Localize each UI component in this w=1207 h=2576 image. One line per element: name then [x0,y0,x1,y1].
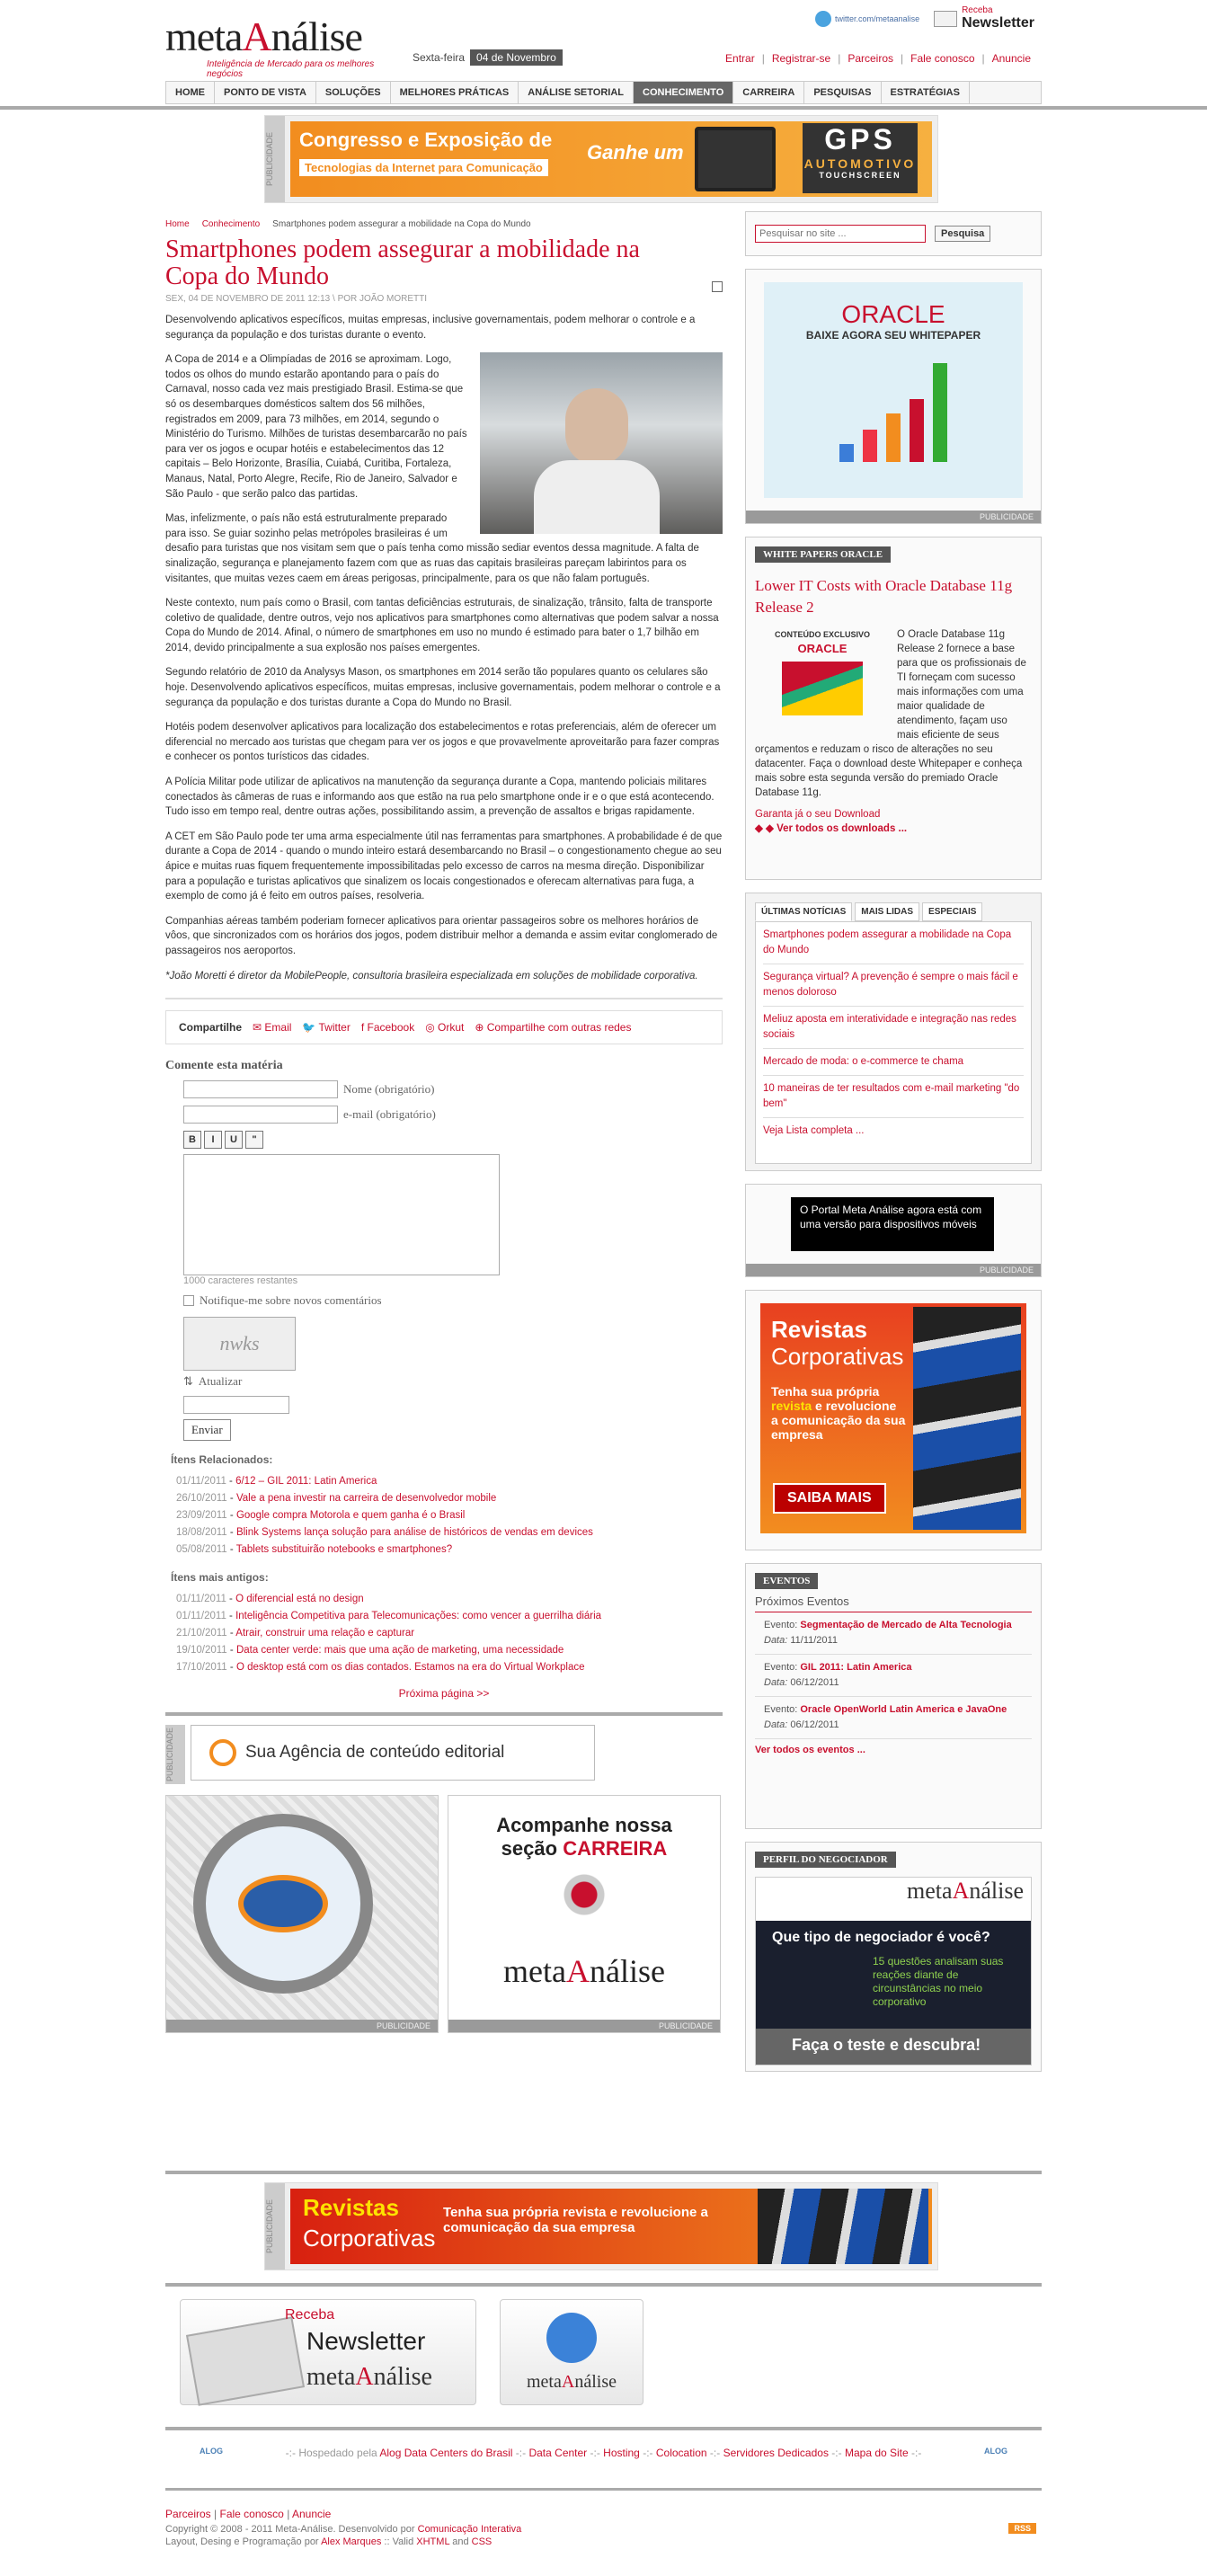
copyright: Copyright © 2008 - 2011 Meta-Análise. Desenvolvido por Comunicação Interativa [165,2524,522,2535]
list-item: 19/10/2011 - Data center verde: mais que uma ação de marketing, uma necessidade [176,1645,564,1657]
underline-button[interactable]: U [225,1131,243,1149]
gps-device-image [695,127,776,191]
twitter-bird-icon [815,11,831,27]
news-item[interactable]: Meliuz aposta em interatividade e integração nas redes sociais [763,1014,1016,1040]
breadcrumb-conhecimento[interactable]: Conhecimento [201,219,261,229]
event-link[interactable]: Segmentação de Mercado de Alta Tecnologia [800,1620,1012,1630]
advertise-link[interactable]: Anuncie [991,52,1031,65]
article-title: Smartphones podem assegurar a mobilidade na Copa do Mundo [165,235,640,290]
mobile-ad[interactable]: O Portal Meta Análise agora está com uma versão para dispositivos móveis PUBLICIDADE [745,1184,1042,1277]
bar-graphic [803,354,983,462]
italic-button[interactable]: I [204,1131,222,1149]
list-item: 26/10/2011 - Vale a pena investir na carreira de desenvolvedor mobile [176,1493,497,1505]
search-button[interactable]: Pesquisa [935,226,990,242]
bold-button[interactable]: B [183,1131,201,1149]
footer-links: Parceiros | Fale conosco | Anuncie [165,2508,332,2520]
print-icon[interactable] [712,281,723,292]
breadcrumb-home[interactable]: Home [165,219,190,229]
main-column: Home Conhecimento Smartphones podem assegurar a mobilidade na Copa do Mundo Smartphones podem assegurar a mobilidade na Copa do Mundo SEX, 04 DE NOVEMBRO DE 2011 12:13 \ POR JOÃO MORETTI Desenvolvendo aplicativos específicos, muitas empresas, inclusive governamentais, podem melhorar o controle e a segurança da população e dos turistas durante o evento. A Copa de 2014 e a Olimpíadas de 2016 se aproximam. Logo, todos os olhos do mundo estarão apontando para o país do Carnaval, nosso cada vez mais prestigiado Brasil. Estima-se que só os desembarques domésticos saltem dos 56 milhões, registrados em 2009, para 73 milhões, em 2014, segundo o Ministério do Turismo. Milhões de turistas desembarcarão no país para ver os jogos e ocupar hotéis e estabelecimentos das 12 capitais – Belo Horizonte, Brasília, Cuiabá, Curitiba, Fortaleza, Manaus, Natal, Porto Alegre, Recife, Rio de Janeiro, Salvador e São Paulo - que serão palco das partidas. Mas, infelizmente, o país não está estruturalmente preparado para isso. Se guiar sozinho pelas metrópoles brasileiras é um desafio para turistas que nos visitam sem que o país tenha como missão sediar eventos dessa magnitude. A falta de sinalização, segurança e planejamento fazem com que as ruas das capitais brasileiras pareçam labirintos para os visitantes, que muitas vezes caem em áreas perigosas, principalmente, para os que não falam português. Neste contexto, num país como o Brasil, com tantas deficiências estruturais, de sinalização, trânsito, falta de transporte coletivo de qualidade, dentre outros, vejo nos aplicativos para smartphones como alternativas que podem salvar a nossa Copa do Mundo de 2014. Afinal, o número de smartphones em uso no mundo é estimado para bater o 1,7 bilhão em 2014, devido principalmente a sua explosão nos países emergentes. Segundo relatório de 2010 da Analysys Mason, os smartphones em 2014 serão tão populares quanto os celulares são hoje. Desenvolvendo aplicativos específicos, muitas empresas, inclusive governamentais, podem melhorar o controle e a segurança da população e dos turistas durante a Copa do Mundo no Brasil. Hotéis podem desenvolver aplicativos para localização dos estabelecimentos e rotas preferenciais, além de oferecer um diferencial no mercado aos turistas que chegam para ver os jogos e que provavelmente aproveitarão para fazer compras e conhecer os pontos turísticos das cidades. A Polícia Militar pode utilizar de aplicativos na manutenção da segurança durante a Copa, mantendo policiais militares conectados às câmeras de ruas e informando aos que estão na rua pelo smartphone onde ir e o que está acontecendo. Tudo isso em tempo real, dentre outras ações, possibilitando assim, a prevenção de assaltos e brigas rapidamente. A CET em São Paulo pode ter uma arma especialmente útil nas ferramentas para smartphones. A probabilidade é de que durante a Copa de 2014 - quando o mundo inteiro estará desembarcando no Brasil – o congestionamento chegue ao seu ápice e muitas ruas fiquem frequentemente impossibilitadas pelo excesso de carros na mesma direção. Disponibilizar para a população e turistas aplicativos que sinalizem os locais congestionados e oferecam alternativas para fuga, a exemplo de como já é feito em outros países, resolveria. Companhias aéreas também poderiam fornecer aplicativos para orientar passageiros sobre os melhores horários de vôos, que sincronizados com os horários dos jogos, podem distribuir melhor a demanda e assim evitar conglomerado de passageiros nos aeroportos. *João Moretti é diretor da MobilePeople, consultoria brasileira especializada em soluções de mobilidade corporativa. Compartilhe ✉ Email 🐦 Twitter f Facebook ◎ Orkut ⊕ Compartilhe com outras redes Comente esta matéria Nome (obrigatório) e-mail (obrigatório) B I U " 1000 caracteres restantes Notifique-me sobre novos comentários nwks ⇅ Atualizar Enviar Ítens Relacionados: 01/11/2011 - 6/12 – GIL 2011: Latin America 26/10/2011 - Vale a pena investir na carreira de desenvolvedor mobile 23/09/2011 - Google compra Motorola e quem ganha é o Brasil 18/08/2011 - Blink Systems lança solução para análise de históricos de vendas em devices 05/08/2011 - Tablets substituirão notebooks e smartphones? Ítens mais antigos: 01/11/2011 - O diferencial está no design 01/11/2011 - Inteligência Competitiva para Telecomunicações: como vencer a guerrilha diária 21/10/2011 - Atrair, construir uma relação e capturar 19/10/2011 - Data center verde: mais que uma ação de marketing, uma necessidade 17/10/2011 - O desktop está com os dias contados. Estamos na era do Virtual Workplace Próxima página >> PUBLICIDADE Sua Agência de conteúdo editorial PUBLICIDADE Acompanhe nossa seção CARREIRA metaAnálise PUBLICIDADE [165,211,723,2033]
rss-button[interactable]: RSS [1008,2523,1036,2534]
name-input[interactable] [183,1080,338,1098]
news-item[interactable]: Mercado de moda: o e-commerce te chama [763,1056,964,1067]
tab-most-read[interactable]: MAIS LIDAS [855,902,919,921]
hosting-links: ALOG ALOG -:- Hospedado pela Alog Data Centers do Brasil -:- Data Center -:- Hosting -:- Colocation -:- Servidores Dedicados -:- Mapa do Site -:- [200,2447,1007,2459]
nav-ponto-de-vista[interactable]: PONTO DE VISTA [215,82,316,103]
related-items: Ítens Relacionados: 01/11/2011 - 6/12 – GIL 2011: Latin America 26/10/2011 - Vale a pena investir na carreira de desenvolvedor mobile 23/09/2011 - Google compra Motorola e quem ganha é o Brasil 18/08/2011 - Blink Systems lança solução para análise de históricos de vendas em devices 05/08/2011 - Tablets substituirão notebooks e smartphones? Ítens mais antigos: 01/11/2011 - O diferencial está no design 01/11/2011 - Inteligência Competitiva para Telecomunicações: como vencer a guerrilha diária 21/10/2011 - Atrair, construir uma relação e capturar 19/10/2011 - Data center verde: mais que uma ação de marketing, uma necessidade 17/10/2011 - O desktop está com os dias contados. Estamos na era do Virtual Workplace [165,1453,723,1676]
alog-logo-icon: ALOG [984,2447,1007,2456]
nav-pesquisas[interactable]: PESQUISAS [804,82,881,103]
twitter-link[interactable]: twitter.com/metaanalise [815,11,919,27]
search-magnifier-icon [209,1739,236,1766]
share-orkut[interactable]: ◎ Orkut [425,1021,465,1035]
news-item[interactable]: Segurança virtual? A prevenção é sempre o mais fácil e menos doloroso [763,972,1018,998]
logo-tagline: Inteligência de Mercado para os melhores negócios [207,59,375,79]
news-box [745,893,1042,1171]
negotiator-ad[interactable]: metaAnálise Que tipo de negociador é você? 15 questões analisam suas reações diante de circunstâncias no meio corporativo Faça o teste e descubra! [755,1877,1032,2065]
magazines-image [758,2189,928,2264]
list-item: 23/09/2011 - Google compra Motorola e quem ganha é o Brasil [176,1510,466,1522]
quote-button[interactable]: " [245,1131,263,1149]
current-date: Sexta-feira 04 de Novembro [413,51,563,64]
next-page-link[interactable]: Próxima página >> [398,1687,490,1701]
contact-link[interactable]: Fale conosco [910,52,975,65]
send-button[interactable]: Enviar [183,1419,231,1441]
magnifier-ad[interactable]: PUBLICIDADE [165,1795,439,2033]
tab-specials[interactable]: ESPECIAIS [922,902,982,921]
whitepaper-box: WHITE PAPERS ORACLE Lower IT Costs with Oracle Database 11g Release 2 CONTEÚDO EXCLUSIVO ORACLE O Oracle Database 11g Release 2 fornece a base para que os profissionais de TI forneçam com sucesso mais informações com uma maior qualidade de atendimento, façam uso mais eficiente de seus orçamentos e reduzam o risco de alterações no seu datacenter. Faça o download deste Whitepaper e conheça mais sobre esta segunda versão do premiado Oracle Database 11g. Garanta já o seu Download ◆ ◆ Ver todos os downloads ... [745,537,1042,880]
article-meta: SEX, 04 DE NOVEMBRO DE 2011 12:13 \ POR JOÃO MORETTI [165,294,723,304]
twitter-bird-icon [546,2313,597,2363]
search-input[interactable] [755,225,926,243]
divider [165,2283,1042,2287]
captcha-image: nwks [183,1317,296,1371]
list-item: 21/10/2011 - Atrair, construir uma relação e capturar [176,1628,415,1639]
newsletter-footer-box[interactable]: Receba Newsletter metaAnálise [180,2299,476,2405]
share-more[interactable]: ⊕ Compartilhe com outras redes [475,1021,632,1035]
negotiator-box: PERFIL DO NEGOCIADOR metaAnálise Que tipo de negociador é você? 15 questões analisam suas reações diante de circunstâncias no meio corporativo Faça o teste e descubra! [745,1842,1042,2072]
share-facebook[interactable]: f Facebook [360,1021,415,1035]
people-graphic [517,1873,652,1945]
nav-carreira[interactable]: CARREIRA [733,82,804,103]
agency-banner[interactable]: PUBLICIDADE Sua Agência de conteúdo editorial [165,1712,723,1784]
tab-latest[interactable]: ÚLTIMAS NOTÍCIAS [755,902,852,921]
magazines-image [913,1307,1021,1530]
newsletter-link[interactable]: Receba Newsletter [934,5,1034,31]
sidebar [745,211,1042,2084]
editor-toolbar [183,1131,723,1149]
revistas-banner[interactable]: PUBLICIDADE Revistas Corporativas Tenha sua própria revista e revolucione a comunicação da sua empresa [264,2182,938,2270]
breadcrumb: Home Conhecimento Smartphones podem assegurar a mobilidade na Copa do Mundo [165,219,531,229]
author-photo [480,352,723,534]
oracle-ad[interactable]: ORACLE BAIXE AGORA SEU WHITEPAPER PUBLICIDADE [745,269,1042,524]
top-banner[interactable]: PUBLICIDADE Congresso e Exposição de Tecnologias da Internet para Comunicação Ganhe um GPS AUTOMOTIVO TOUCHSCREEN [264,115,938,203]
char-counter: 1000 caracteres restantes [183,1275,298,1287]
twitter-footer-box[interactable]: metaAnálise [500,2299,643,2405]
partners-link[interactable]: Parceiros [848,52,893,65]
event-link[interactable]: Oracle OpenWorld Latin America e JavaOne [800,1704,1007,1715]
nav-estrategias[interactable]: ESTRATÉGIAS [882,82,970,103]
alog-logo-icon: ALOG [200,2447,223,2456]
credits: Layout, Desing e Programação por Alex Marques :: Valid XHTML and CSS [165,2536,493,2547]
captcha-refresh[interactable]: ⇅ Atualizar [183,1374,243,1389]
revistas-ad[interactable]: Revistas Corporativas Tenha sua própria revista e revolucione a comunicação da sua empresa SAIBA MAIS [745,1290,1042,1550]
saiba-mais-button[interactable]: SAIBA MAIS [773,1483,886,1514]
captcha-input[interactable] [183,1396,289,1414]
share-twitter[interactable]: 🐦 Twitter [302,1021,351,1035]
list-item: 17/10/2011 - O desktop está com os dias contados. Estamos na era do Virtual Workplace [176,1662,585,1674]
list-item: 01/11/2011 - 6/12 – GIL 2011: Latin America [176,1476,377,1488]
register-link[interactable]: Registrar-se [771,52,831,65]
list-item: 01/11/2011 - O diferencial está no design [176,1594,364,1605]
list-item: 01/11/2011 - Inteligência Competitiva para Telecomunicações: como vencer a guerrilha diária [176,1611,602,1622]
notify-checkbox[interactable] [183,1295,194,1306]
comment-textarea[interactable] [183,1154,500,1275]
nav-analise-setorial[interactable]: ANÁLISE SETORIAL [519,82,634,103]
divider [165,2488,1042,2491]
banner-artwork: Congresso e Exposição de Tecnologias da Internet para Comunicação Ganhe um GPS AUTOMOTIVO TOUCHSCREEN [290,121,932,197]
list-item: 18/08/2011 - Blink Systems lança solução para análise de históricos de vendas em devices [176,1527,593,1539]
nav-conhecimento[interactable]: CONHECIMENTO [634,82,733,103]
all-downloads-link[interactable]: ◆ ◆ Ver todos os downloads ... [755,823,908,834]
news-item[interactable]: 10 maneiras de ter resultados com e-mail marketing "do bem" [763,1083,1020,1109]
divider [165,2427,1042,2430]
nav-home[interactable]: HOME [166,82,215,103]
nav-divider [0,106,1207,110]
whitepaper-title[interactable]: Lower IT Costs with Oracle Database 11g Release 2 [755,577,1013,616]
top-links: Entrar | Registrar-se | Parceiros | Fale conosco | Anuncie [725,52,1031,65]
news-item[interactable]: Smartphones podem assegurar a mobilidade na Copa do Mundo [763,929,1012,955]
main-nav [165,81,1042,104]
events-box: EVENTOS Próximos Eventos Evento: Segmentação de Mercado de Alta Tecnologia Data: 11/11/2011 Evento: GIL 2011: Latin America Data: 06/12/2011 Evento: Oracle OpenWorld Latin America e JavaOne Data: 06/12/2011 Ver todos os eventos ... [745,1563,1042,1829]
test-button[interactable]: Faça o teste e descubra! [756,2029,1031,2065]
all-events-link[interactable]: Ver todos os eventos ... [755,1745,865,1755]
email-input[interactable] [183,1106,338,1124]
ad-row [165,1795,723,2033]
share-section: Compartilhe ✉ Email 🐦 Twitter f Facebook ◎ Orkut ⊕ Compartilhe com outras redes [165,998,723,1044]
nav-melhores-praticas[interactable]: MELHORES PRÁTICAS [391,82,519,103]
carreira-ad[interactable]: Acompanhe nossa seção CARREIRA metaAnálise PUBLICIDADE [448,1795,721,2033]
comment-title: Comente esta matéria [165,1059,283,1073]
list-item: 05/08/2011 - Tablets substituirão notebooks e smartphones? [176,1544,453,1556]
envelope-icon [934,11,957,27]
share-email[interactable]: ✉ Email [253,1021,292,1035]
nav-solucoes[interactable]: SOLUÇÕES [316,82,391,103]
event-link[interactable]: GIL 2011: Latin America [800,1662,912,1673]
divider [165,2171,1042,2174]
article-body: Desenvolvendo aplicativos específicos, muitas empresas, inclusive governamentais, podem melhorar o controle e a segurança da população e dos turistas durante o evento. A Copa de 2014 e a Olimpíadas de 2016 se aproximam. Logo, todos os olhos do mundo estarão apontando para o país do Carnaval, nosso cada vez mais prestigiado Brasil. Estima-se que só os desembarques domésticos saltem dos 56 milhões, registrados em 2009, para 73 milhões, em 2014, segundo o Ministério do Turismo. Milhões de turistas desembarcarão no país para ver os jogos e ocupar hotéis e estabelecimentos das 12 capitais – Belo Horizonte, Brasília, Cuiabá, Curitiba, Fortaleza, Manaus, Natal, Porto Alegre, Recife, Rio de Janeiro, Salvador e São Paulo - que serão palco das partidas. Mas, infelizmente, o país não está estruturalmente preparado para isso. Se guiar sozinho pelas metrópoles brasileiras é um desafio para turistas que nos visitam sem que o país tenha como missão sediar eventos dessa magnitude. A falta de sinalização, segurança e planejamento fazem com que as ruas das capitais brasileiras pareçam labirintos para os visitantes, que muitas vezes caem em áreas perigosas, principalmente, para os que não falam português. Neste contexto, num país como o Brasil, com tantas deficiências estruturais, de sinalização, trânsito, falta de transporte coletivo de qualidade, dentre outros, vejo nos aplicativos para smartphones como alternativas que podem salvar a nossa Copa do Mundo de 2014. Afinal, o número de smartphones em uso no mundo é estimado para bater o 1,7 bilhão em 2014, devido principalmente a sua explosão nos países emergentes. Segundo relatório de 2010 da Analysys Mason, os smartphones em 2014 serão tão populares quanto os celulares são hoje. Desenvolvendo aplicativos específicos, muitas empresas, inclusive governamentais, podem melhorar o controle e a segurança da população e dos turistas durante a Copa do Mundo no Brasil. Hotéis podem desenvolver aplicativos para localização dos estabelecimentos e rotas preferenciais, além de oferecer um diferencial no mercado aos turistas que chegam para ver os jogos e que provavelmente aproveitarão para fazer compras e conhecer os pontos turísticos das cidades. A Polícia Militar pode utilizar de aplicativos na manutenção da segurança durante a Copa, mantendo policiais militares conectados às câmeras de ruas e informando aos que estão na rua pelo smartphone onde ir e o que está acontecendo. Tudo isso em tempo real, dentre outras ações, possibilitando assim, a prevenção de assaltos e brigas rapidamente. A CET em São Paulo pode ter uma arma especialmente útil nas ferramentas para smartphones. A probabilidade é de que durante a Copa de 2014 - quando o mundo inteiro estará desembarcando no Brasil – o congestionamento chegue ao seu ápice e muitas ruas fiquem frequentemente impossibilitadas pelo excesso de carros na mesma direção. Disponibilizar para a população e turistas aplicativos que sinalizem os locais congestionados e oferecam alternativas para fuga, a exemplo de como já é feito em outros países, resolveria. Companhias aéreas também poderiam fornecer aplicativos para orientar passageiros sobre os melhores horários de vôos, que sincronizados com os horários dos jogos, podem distribuir melhor a demanda e assim evitar conglomerado de passageiros nos aeroportos. *João Moretti é diretor da MobilePeople, consultoria brasileira especializada em soluções de mobilidade corporativa. [165,315,723,982]
envelope-icon [186,2316,305,2406]
whitepaper-image: CONTEÚDO EXCLUSIVO ORACLE [755,627,890,726]
download-link[interactable]: Garanta já o seu Download [755,809,881,820]
login-link[interactable]: Entrar [725,52,755,65]
site-logo[interactable]: metaAnálise Inteligência de Mercado para os melhores negócios [165,16,401,72]
news-all-link[interactable]: Veja Lista completa ... [763,1125,865,1136]
